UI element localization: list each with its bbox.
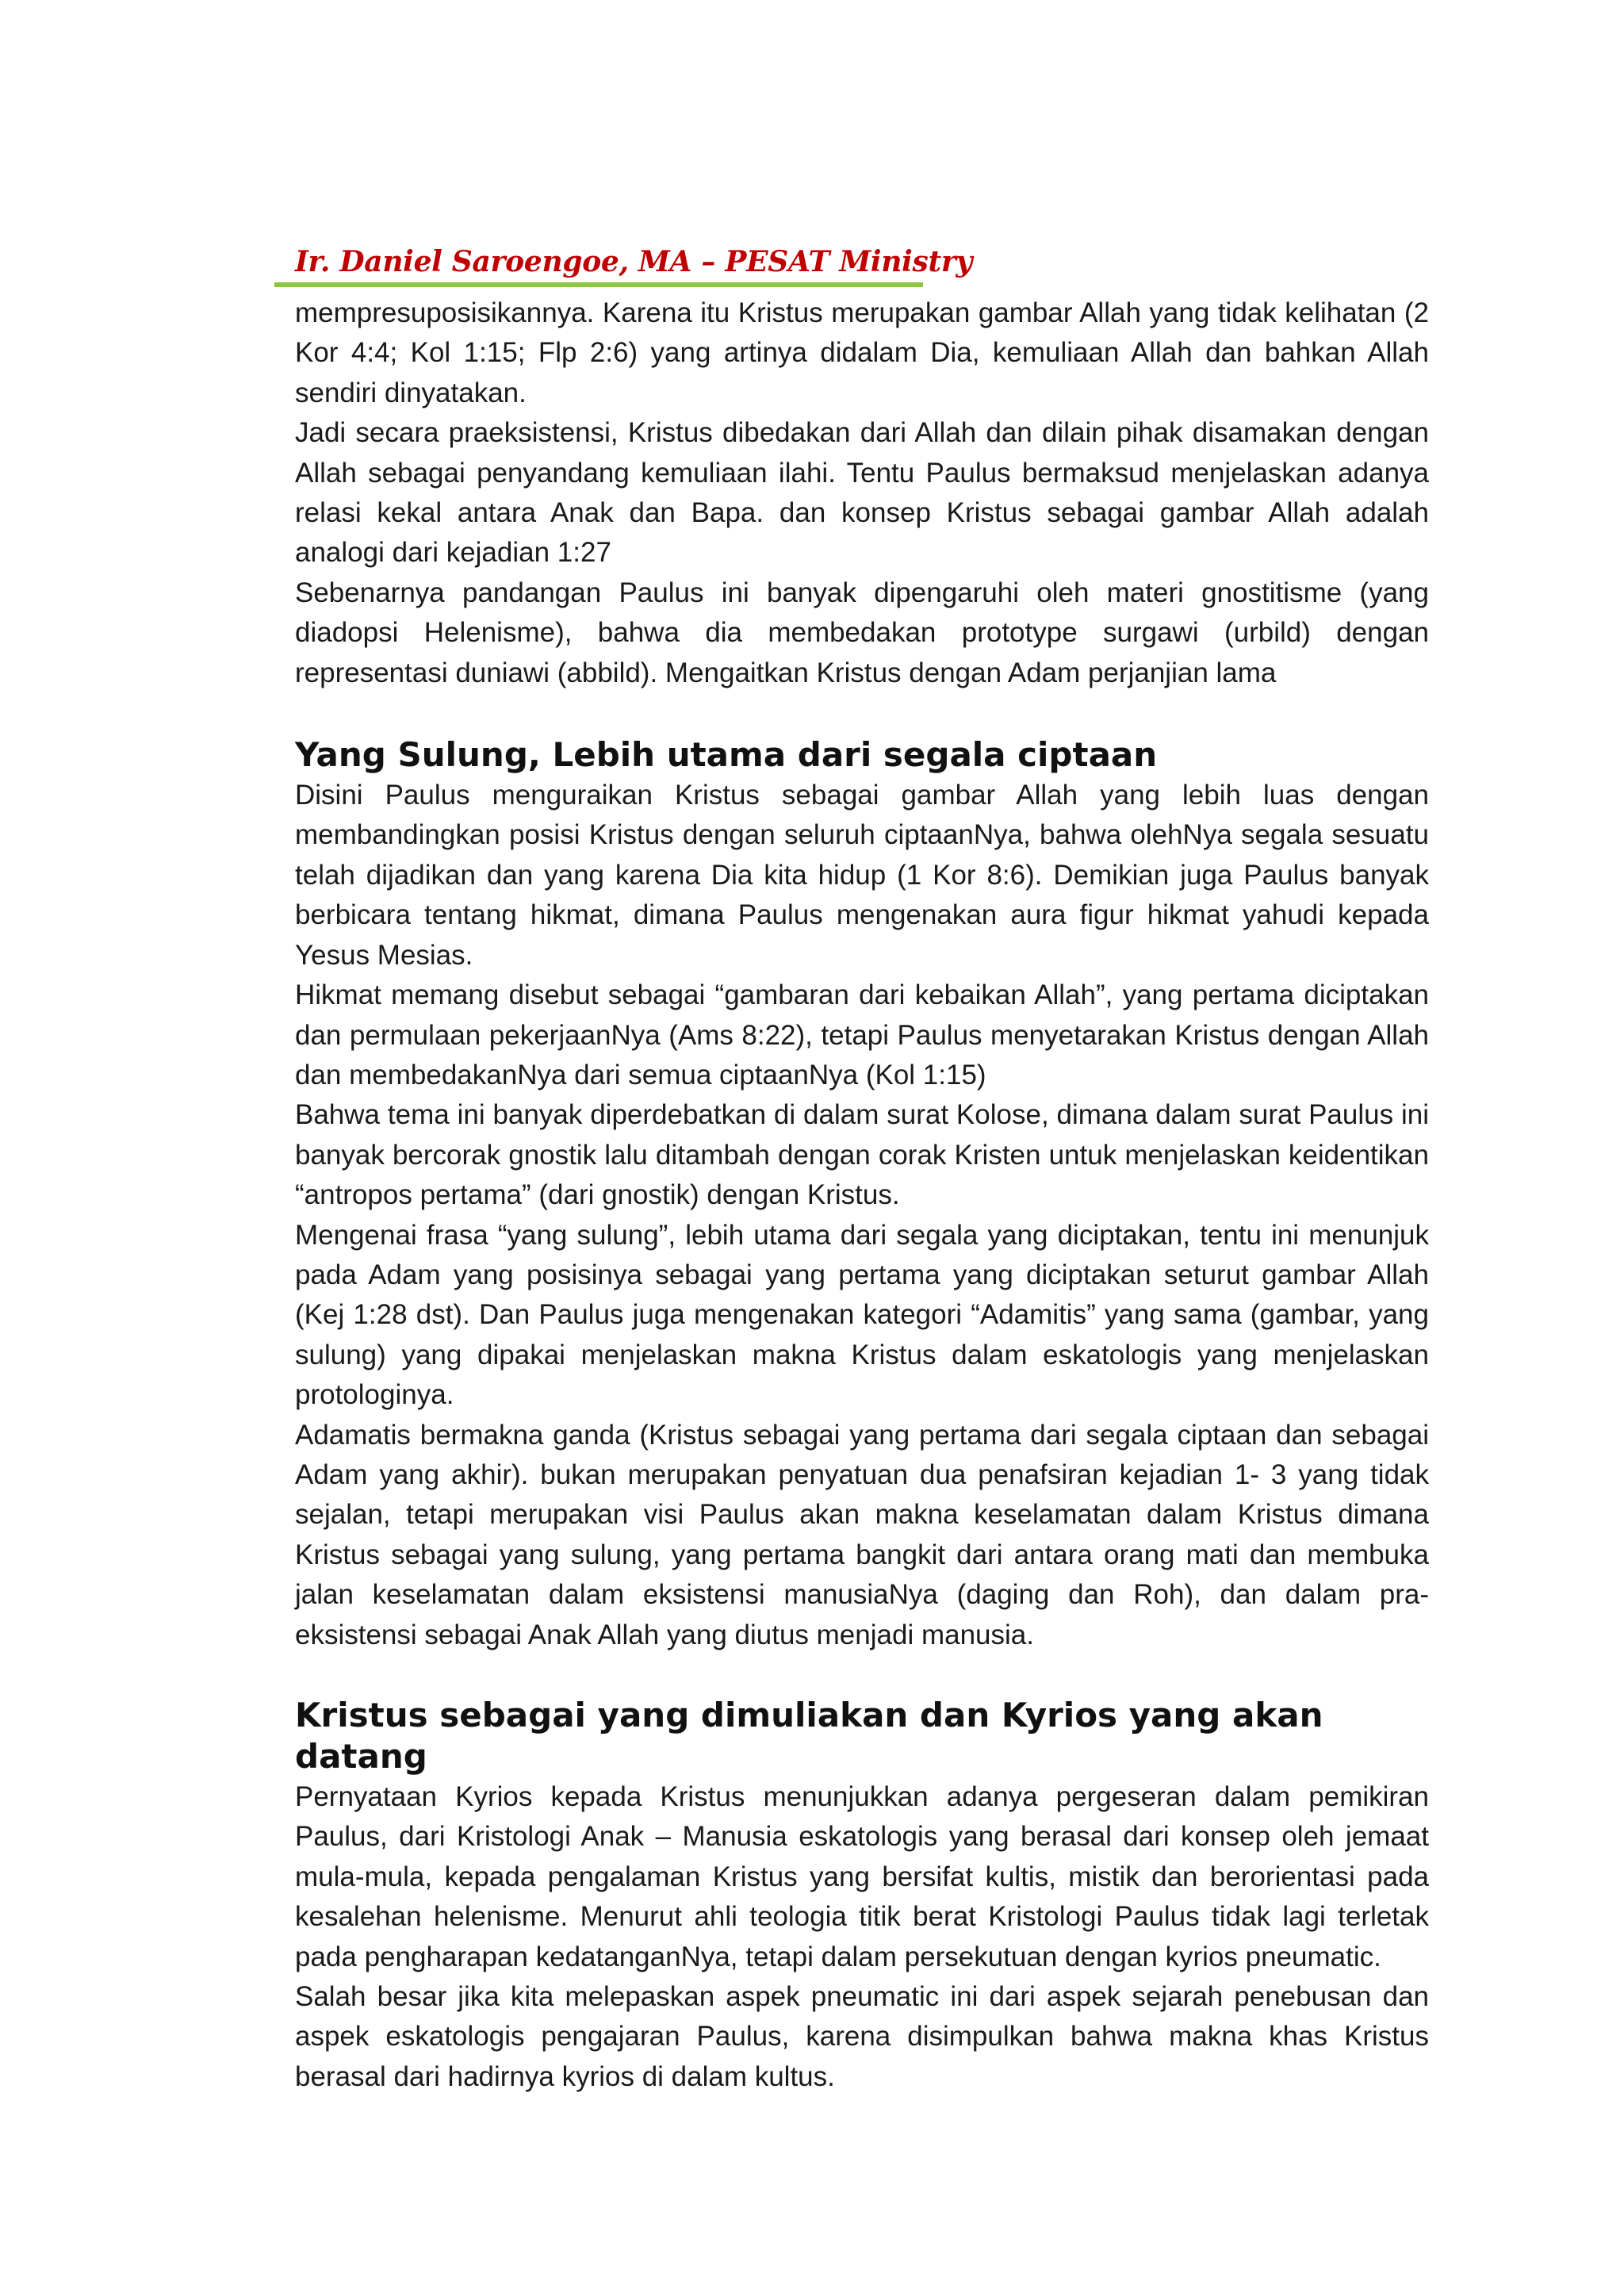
- section-heading: Kristus sebagai yang dimuliakan dan Kyrios yang akan datang: [295, 1696, 1323, 1776]
- body-paragraph: mempresuposisikannya. Karena itu Kristus merupakan gambar Allah yang tidak kelihatan (2 Kor 4:4; Kol 1:15; Flp 2:6) yang artinya didalam Dia, kemuliaan Allah dan bahkan Allah sendiri dinyatakan.: [295, 297, 1429, 408]
- body-paragraph: Mengenai frasa “yang sulung”, lebih utama dari segala yang diciptakan, tentu ini menunjuk pada Adam yang posisinya sebagai yang pertama yang diciptakan seturut gambar Allah (Kej 1:28 dst). Dan Paulus juga mengenakan kategori “Adamitis” yang sama (gambar, yang sulung) yang dipakai menjelaskan makna Kristus dalam eskatologis yang menjelaskan protologinya.: [295, 1219, 1429, 1411]
- body-paragraph: Bahwa tema ini banyak diperdebatkan di dalam surat Kolose, dimana dalam surat Paulus ini banyak bercorak gnostik lalu ditambah dengan corak Kristen untuk menjelaskan keidentikan “antropos pertama” (dari gnostik) dengan Kristus.: [295, 1099, 1429, 1211]
- body-paragraph: Sebenarnya pandangan Paulus ini banyak dipengaruhi oleh materi gnostitisme (yang diadopsi Helenisme), bahwa dia membedakan prototype surgawi (urbild) dengan representasi duniawi (abbild). Mengaitkan Kristus dengan Adam perjanjian lama: [295, 577, 1429, 688]
- body-paragraph: Disini Paulus menguraikan Kristus sebagai gambar Allah yang lebih luas dengan membandingkan posisi Kristus dengan seluruh ciptaanNya, bahwa olehNya segala sesuatu telah dijadikan dan yang karena Dia kita hidup (1 Kor 8:6). Demikian juga Paulus banyak berbicara tentang hikmat, dimana Paulus mengenakan aura figur hikmat yahudi kepada Yesus Mesias.: [295, 780, 1429, 971]
- page-header: [295, 243, 973, 281]
- body-paragraph: Salah besar jika kita melepaskan aspek pneumatic ini dari aspek sejarah penebusan dan aspek eskatologis pengajaran Paulus, karena disimpulkan bahwa makna khas Kristus berasal dari hadirnya kyrios di dalam kultus.: [295, 1981, 1429, 2092]
- body-paragraph: Pernyataan Kyrios kepada Kristus menunjukkan adanya pergeseran dalam pemikiran Paulus, dari Kristologi Anak – Manusia eskatologis yang berasal dari konsep oleh jemaat mula-mula, kepada pengalaman Kristus yang bersifat kultis, mistik dan berorientasi pada kesalehan helenisme. Menurut ahli teologia titik berat Kristologi Paulus tidak lagi terletak pada pengharapan kedatanganNya, tetapi dalam persekutuan dengan kyrios pneumatic.: [295, 1781, 1429, 1972]
- author-header: Ir. Daniel Saroengoe, MA – PESAT Ministry: [295, 245, 973, 278]
- body-paragraph: Hikmat memang disebut sebagai “gambaran dari kebaikan Allah”, yang pertama diciptakan dan permulaan pekerjaanNya (Ams 8:22), tetapi Paulus menyetarakan Kristus dengan Allah dan membedakanNya dari semua ciptaanNya (Kol 1:15): [295, 979, 1429, 1091]
- section-heading: Yang Sulung, Lebih utama dari segala ciptaan: [295, 735, 1158, 775]
- header-divider: [274, 282, 923, 287]
- document-body: [295, 293, 1429, 2097]
- body-paragraph: Jadi secara praeksistensi, Kristus dibedakan dari Allah dan dilain pihak disamakan dengan Allah sebagai penyandang kemuliaan ilahi. Tentu Paulus bermaksud menjelaskan adanya relasi kekal antara Anak dan Bapa. dan konsep Kristus sebagai gambar Allah adalah analogi dari kejadian 1:27: [295, 417, 1429, 569]
- body-paragraph: Adamatis bermakna ganda (Kristus sebagai yang pertama dari segala ciptaan dan sebagai Adam yang akhir). bukan merupakan penyatuan dua penafsiran kejadian 1- 3 yang tidak sejalan, tetapi merupakan visi Paulus akan makna keselamatan dalam Kristus dimana Kristus sebagai yang sulung, yang pertama bangkit dari antara orang mati dan membuka jalan keselamatan dalam eksistensi manusiaNya (daging dan Roh), dan dalam pra-eksistensi sebagai Anak Allah yang diutus menjadi manusia.: [295, 1419, 1429, 1650]
